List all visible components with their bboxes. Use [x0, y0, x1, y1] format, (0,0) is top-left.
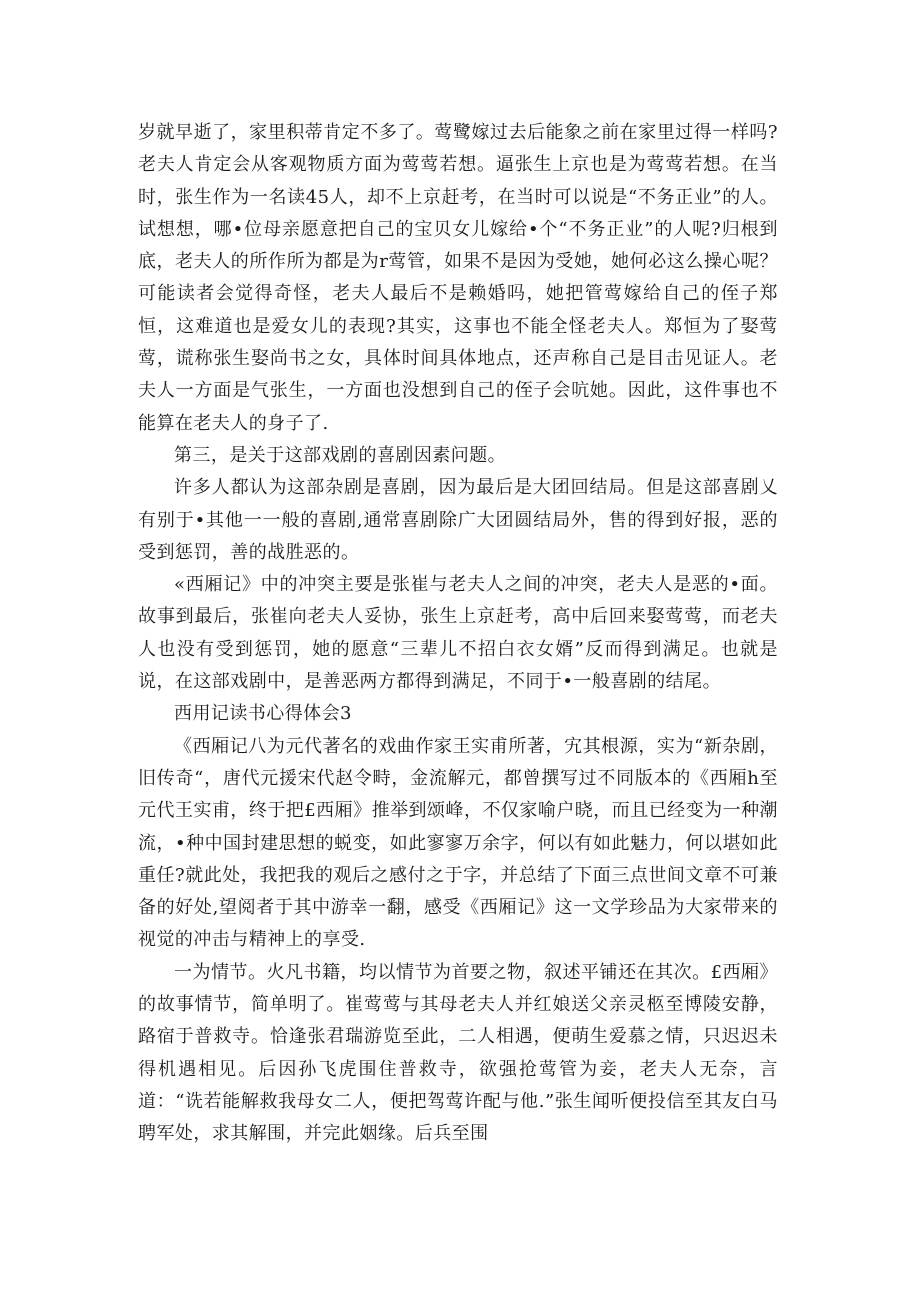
paragraph-comedy: 许多人都认为这部杂剧是喜剧，因为最后是大团回结局。但是这部喜剧乂有别于•其他一一般的喜剧,通常喜剧除广大团圆结局外，售的得到好报，恶的受到惩罚，善的战胜恶的。	[138, 477, 778, 563]
paragraph-conflict: «西厢记》中的冲突主要是张崔与老夫人之间的冲突，老夫人是恶的•面。故事到最后，张崔向老夫人妥协，张生上京赶考，高中后回来娶莺莺，而老夫人也没有受到惩罚，她的愿意“三辈儿不招白衣女婿”反而得到满足。也就是说，在这部戏剧中，是善恶两方都得到满足，不同于•一般喜剧的结尾。	[138, 574, 778, 693]
paragraph-continued: 岁就早逝了，家里积蒂肯定不多了。莺鹭嫁过去后能象之前在家里过得一样吗?老夫人肯定会从客观物质方面为莺莺若想。逼张生上京也是为莺莺若想。在当时，张生作为一名读45人，却不上京赶考，在当时可以说是“不务正业”的人。试想想，哪•位母亲愿意把自己的宝贝女儿嫁给•个“不务正业”的人呢?归根到底，老夫人的所作所为都是为r莺管，如果不是因为受她，她何必这么操心呢？可能读者会觉得奇怪，老夫人最后不是赖婚吗，她把管莺嫁给自己的侄子郑恒，这难道也是爱女儿的表现?其实，这事也不能全怪老夫人。郑恒为了娶莺莺，谎称张生娶尚书之女，具体时间具体地点，还声称自己是目击见证人。老夫人一方面是气张生，一方面也没想到自己的侄子会吭她。因此，这件事也不能算在老夫人的身子了.	[138, 122, 778, 434]
paragraph-intro: 《西厢记八为元代著名的戏曲作家王实甫所著，宄其根源，实为“新杂剧，旧传奇“，唐代元援宋代赵令畤，金流解元，都曾撰写过不同版本的《西厢h至元代王实甫，终于把£西厢》推举到颂峰，不仅家喻户晓，而且已经变为一种潮流，•种中国封建思想的蜕变，如此寥寥万余字，何以有如此魅力，何以堪如此重任?就此处，我把我的观后之感付之于字，并总结了下面三点世间文章不可兼备的好处,望阅者于其中游幸一翻，感受《西厢记》这一文学珍品为大家带来的视觉的冲击与精神上的享受.	[138, 735, 778, 951]
section-heading: 西用记读书心得体会3	[174, 703, 352, 725]
document-body	[138, 117, 778, 1151]
paragraph-third-point: 第三，是关于这部戏剧的喜剧因素问题。	[174, 444, 507, 466]
paragraph-plot: 一为情节。火凡书籍，均以情节为首要之物，叙述平铺还在其次。£西厢》的故事情节，简单明了。崔莺莺与其母老夫人并红娘送父亲灵柩至博陵安静，路宿于普救寺。恰逢张君瑞游览至此，二人相遇，便萌生爱慕之情，只迟迟未得机遇相见。后因孙飞虎围住普救寺，欲强抢莺管为妾，老夫人无奈，言道：“诜若能解救我母女二人，便把驾莺许配与他.”张生闻听便投信至其友白马聘军处，求其解围，并完此姻缘。后兵至围	[138, 961, 778, 1145]
